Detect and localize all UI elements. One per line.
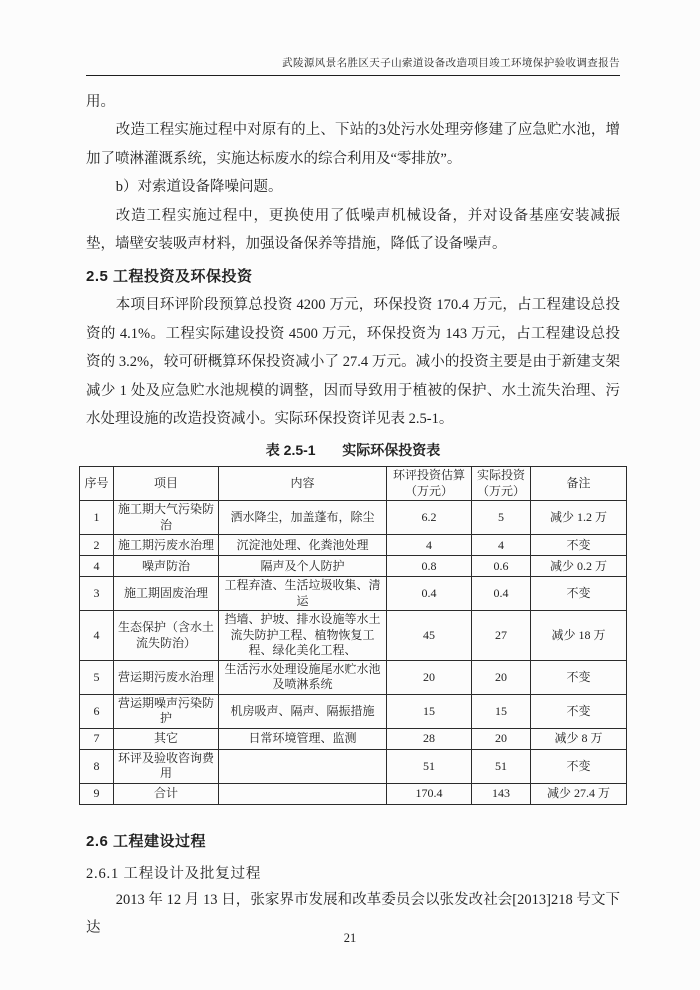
table-cell: 环评及验收咨询费用 [114,749,219,783]
paragraph: b）对索道设备降噪问题。 [115,179,283,196]
table-cell: 营运期污废水治理 [114,660,219,694]
table-cell: 洒水降尘，加盖蓬布，除尘 [219,501,387,535]
table-cell: 减少 27.4 万 [531,783,627,804]
table-caption [86,441,620,459]
section-heading-2-6-1: 2.6.1 工程设计及批复过程 [86,865,262,882]
paragraph: 改造工程实施过程中，更换使用了低噪声机械设备，并对设备基座安装减振垫，墙壁安装吸声材料，加强设备保养等措施，降低了设备噪声。 [86,207,620,253]
table-cell: 0.4 [472,577,531,611]
table-cell: 隔声及个人防护 [219,556,387,577]
table-row [80,501,627,535]
table-cell: 20 [472,728,531,749]
table-cell: 28 [387,728,472,749]
table-cell: 143 [472,783,531,804]
section-heading-2-6: 2.6 工程建设过程 [86,832,207,850]
table-cell: 生活污水处理设施尾水贮水池及喷淋系统 [219,660,387,694]
table-row [80,556,627,577]
section-2-6-paragraph: 2013 年 12 月 13 日，张家界市发展和改革委员会以张发改社会[2013]218 号文下达 [86,891,620,937]
table-cell: 减少 1.2 万 [531,501,627,535]
table-header-cell: 项目 [114,467,219,501]
table-cell: 51 [387,749,472,783]
table-cell: 15 [472,694,531,728]
table-cell: 机房吸声、隔声、隔振措施 [219,694,387,728]
table-cell: 生态保护（含水土流失防治） [114,611,219,661]
table-cell: 27 [472,611,531,661]
running-header: 武陵源风景名胜区天子山索道设备改造项目竣工环境保护验收调查报告 [86,57,620,76]
table-cell: 不变 [531,535,627,556]
table-cell: 减少 8 万 [531,728,627,749]
table-cell: 20 [387,660,472,694]
table-row [80,611,627,661]
table-row [80,660,627,694]
table-cell: 5 [80,660,114,694]
table-cell: 不变 [531,660,627,694]
table-cell: 8 [80,749,114,783]
table-cell: 不变 [531,694,627,728]
table-caption-title: 实际环保投资表 [342,442,441,459]
table-cell [219,749,387,783]
table-row [80,783,627,804]
table-cell: 营运期噪声污染防护 [114,694,219,728]
investment-table [79,466,627,805]
table-cell: 减少 18 万 [531,611,627,661]
table-cell: 51 [472,749,531,783]
table-cell: 3 [80,577,114,611]
paragraph: 改造工程实施过程中对原有的上、下站的3处污水处理旁修建了应急贮水池，增加了喷淋灌溉系统，实施达标废水的综合利用及“零排放”。 [86,122,620,167]
table-cell: 4 [387,535,472,556]
table-cell: 15 [387,694,472,728]
page-number: 21 [343,931,357,945]
section-heading-2-5: 2.5 工程投资及环保投资 [86,268,253,286]
table-cell: 5 [472,501,531,535]
table-header-cell: 环评投资估算（万元） [387,467,472,501]
table-cell: 9 [80,783,114,804]
table-cell: 0.4 [387,577,472,611]
table-cell: 20 [472,660,531,694]
table-cell: 沉淀池处理、化粪池处理 [219,535,387,556]
table-header-cell: 内容 [219,467,387,501]
table-cell: 6.2 [387,501,472,535]
table-cell: 1 [80,501,114,535]
table-cell: 6 [80,694,114,728]
table-cell: 不变 [531,577,627,611]
table-cell: 4 [472,535,531,556]
table-cell: 0.6 [472,556,531,577]
table-row [80,728,627,749]
table-header-cell: 备注 [531,467,627,501]
table-cell: 4 [80,611,114,661]
table-cell: 施工期大气污染防治 [114,501,219,535]
table-cell: 合计 [114,783,219,804]
paragraph-carryover: 用。 [86,94,115,110]
table-cell: 施工期污废水治理 [114,535,219,556]
table-header-cell: 序号 [80,467,114,501]
table-cell: 2 [80,535,114,556]
table-row [80,694,627,728]
table-cell [219,783,387,804]
table-cell: 减少 0.2 万 [531,556,627,577]
table-cell: 45 [387,611,472,661]
table-cell: 日常环境管理、监测 [219,728,387,749]
table-cell: 4 [80,556,114,577]
table-cell: 噪声防治 [114,556,219,577]
table-header-row [80,467,627,501]
section-2-5-paragraph: 本项目环评阶段预算总投资 4200 万元，环保投资 170.4 万元，占工程建设总投资的 4.1%。工程实际建设投资 4500 万元，环保投资为 143 万元，占工程建设总投资的 3.2%，较可研概算环保投资减小了 27.4 万元。减小的投资主要是由于新建支架减少 1 处及应急贮水池规模的调整，因而导致用于植被的保护、水土流失治理、污水处理设施的改造投资减小。实际环保投资详见表 2.5-1。 [86,297,620,428]
table-cell: 挡墙、护坡、排水设施等水土流失防护工程、植物恢复工程、绿化美化工程、 [219,611,387,661]
table-cell: 其它 [114,728,219,749]
table-cell: 7 [80,728,114,749]
table-header-cell: 实际投资（万元） [472,467,531,501]
table-caption-label: 表 2.5-1 [265,442,316,459]
table-row [80,577,627,611]
table-row [80,535,627,556]
table-cell: 0.8 [387,556,472,577]
table-cell: 施工期固废治理 [114,577,219,611]
table-row [80,749,627,783]
table-cell: 不变 [531,749,627,783]
table-cell: 170.4 [387,783,472,804]
table-cell: 工程弃渣、生活垃圾收集、清运 [219,577,387,611]
